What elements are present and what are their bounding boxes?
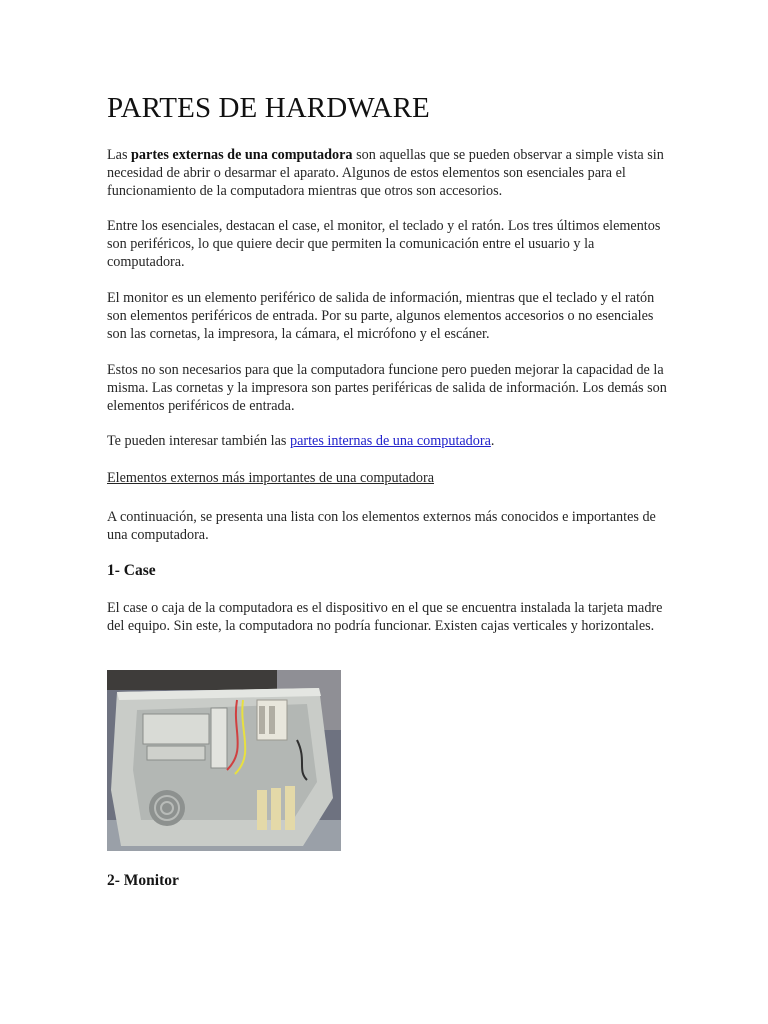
paragraph-intro bbox=[107, 146, 667, 200]
heading-monitor: 2- Monitor bbox=[107, 872, 179, 889]
intro-text-start: Las bbox=[107, 147, 132, 163]
page-title: PARTES DE HARDWARE bbox=[107, 92, 430, 124]
intro-text-end: son aquellas que se pueden observar a simple vista sin necesidad de abrir o desarmar el aparato. Algunos de estos elementos son esenciales para el funcionamiento de la computadora mientras que otros son accesorios. bbox=[107, 147, 664, 199]
heading-case: 1- Case bbox=[107, 562, 156, 579]
interesar-period: . bbox=[490, 433, 495, 449]
paragraph-accesorios: Estos no son necesarios para que la computadora funcione pero pueden mejorar la capacidad de la misma. Las cornetas y la impresora son partes periféricas de salida de información. Los demás son elementos periféricos de entrada. bbox=[107, 362, 667, 414]
paragraph-case: El case o caja de la computadora es el dispositivo en el que se encuentra instalada la tarjeta madre del equipo. Sin este, la computadora no podría funcionar. Existen cajas verticales y horizontales. bbox=[107, 600, 663, 634]
paragraph-interesar bbox=[107, 432, 667, 450]
intro-bold-term: partes externas de una computadora bbox=[131, 147, 353, 163]
computer-case-photo bbox=[107, 670, 341, 851]
paragraph-esenciales: Entre los esenciales, destacan el case, el monitor, el teclado y el ratón. Los tres últimos elementos son periféricos, lo que quiere decir que permiten la comunicación entre el usuario y la computadora. bbox=[107, 218, 661, 270]
paragraph-lista: A continuación, se presenta una lista con los elementos externos más conocidos e importantes de una computadora. bbox=[107, 509, 656, 543]
paragraph-monitor-perifericos: El monitor es un elemento periférico de salida de información, mientras que el teclado y el ratón son elementos periféricos de entrada. Por su parte, algunos elementos accesorios o no esenciales son las cornetas, la impresora, la cámara, el micrófono y el escáner. bbox=[107, 290, 655, 342]
interesar-text: Te pueden interesar también las bbox=[107, 433, 290, 449]
partes-internas-link[interactable]: partes internas de una computadora bbox=[289, 433, 491, 449]
section-heading: Elementos externos más importantes de una computadora bbox=[107, 470, 435, 486]
